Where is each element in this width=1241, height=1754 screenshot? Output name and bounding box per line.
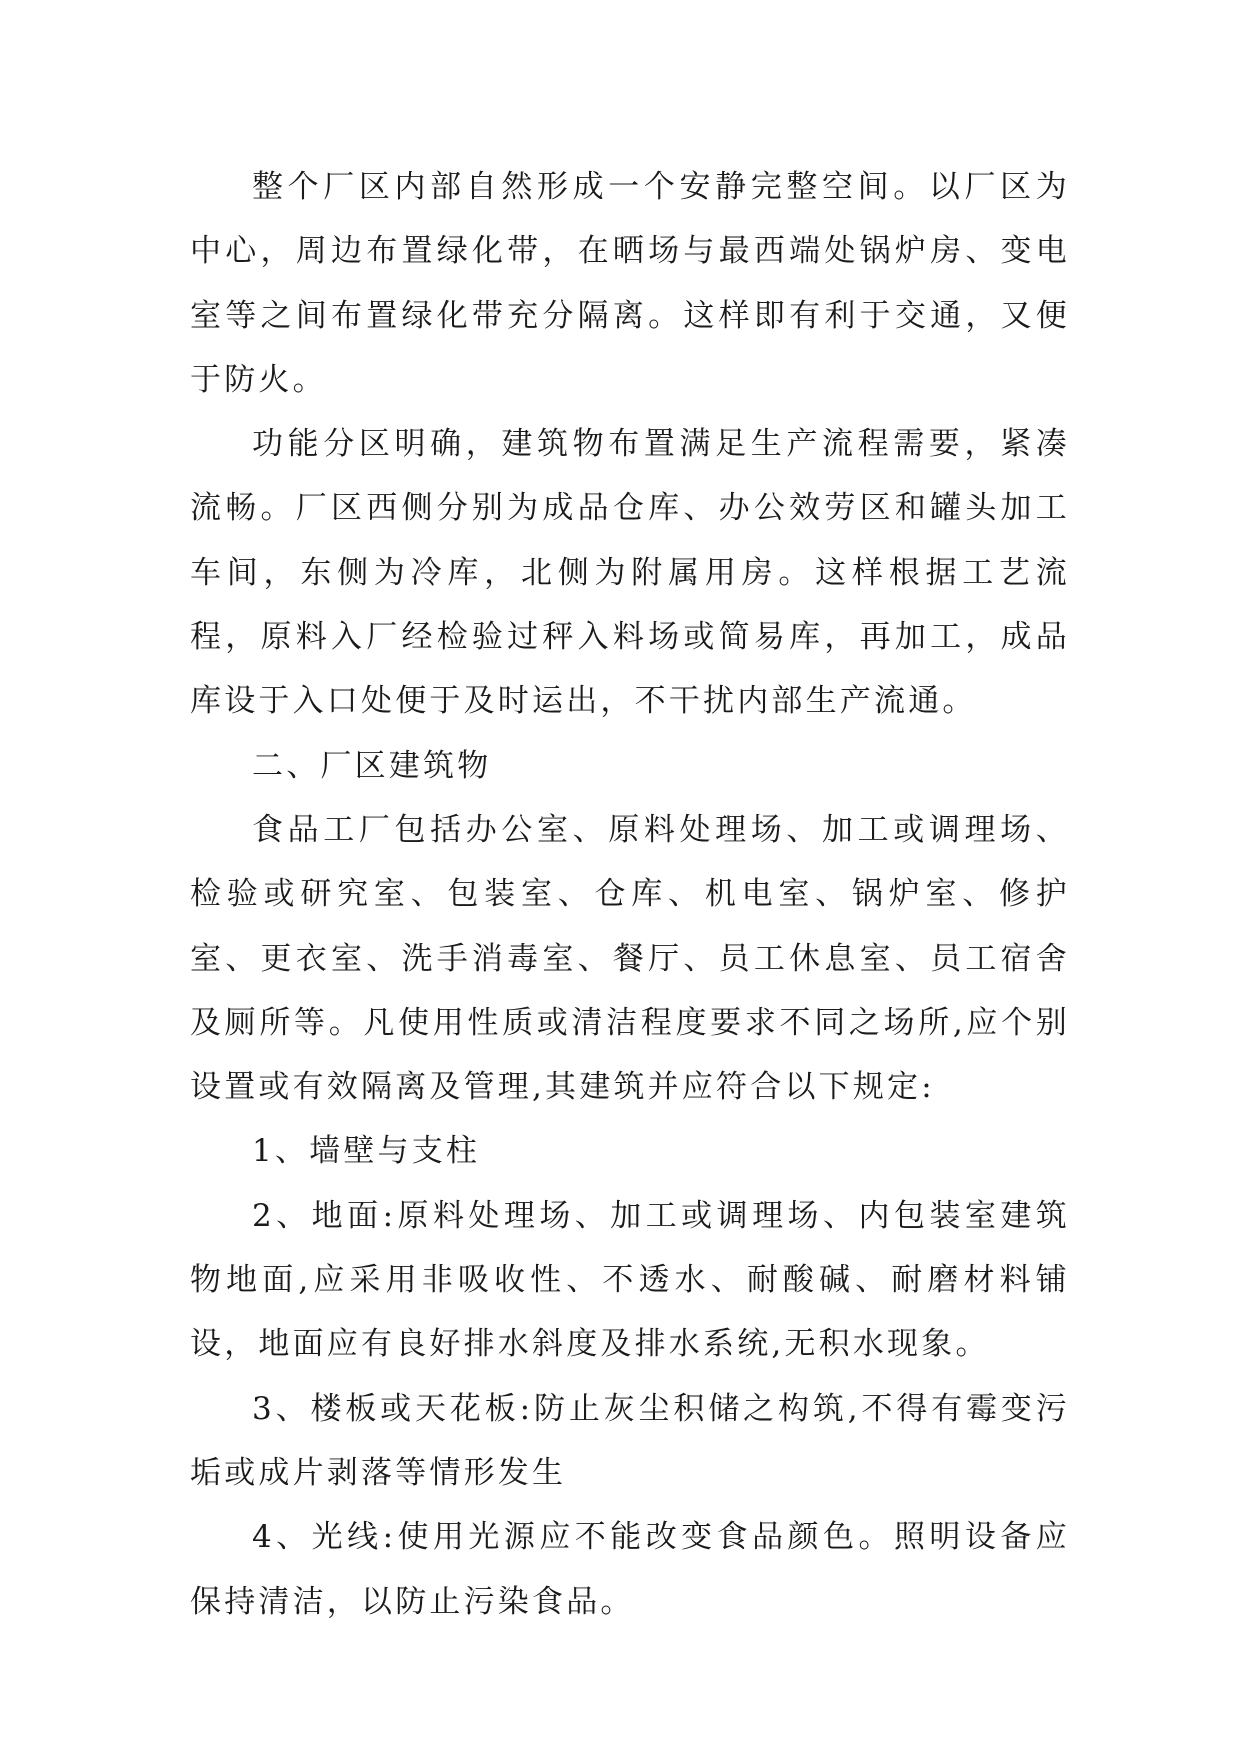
paragraph-facility-list: 食品工厂包括办公室、原料处理场、加工或调理场、检验或研究室、包装室、仓库、机电室、锅炉室、修护室、更衣室、洗手消毒室、餐厅、员工休息室、员工宿舍及厕所等。凡使用性质或清洁程度要求不同之场所,应个别设置或有效隔离及管理,其建筑并应符合以下规定:: [190, 811, 1070, 1106]
item-ceiling: 3、楼板或天花板:防止灰尘积储之构筑,不得有霉变污垢或成片剥落等情形发生: [190, 1390, 1070, 1491]
paragraph-site-layout: 整个厂区内部自然形成一个安静完整空间。以厂区为中心，周边布置绿化带，在晒场与最西端处锅炉房、变电室等之间布置绿化带充分隔离。这样即有利于交通，又便于防火。: [190, 169, 1070, 398]
document-body: [190, 155, 1070, 1634]
paragraph-functional-zoning: 功能分区明确，建筑物布置满足生产流程需要，紧凑流畅。厂区西侧分别为成品仓库、办公效劳区和罐头加工车间，东侧为冷库，北侧为附属用房。这样根据工艺流程，原料入厂经检验过秤入料场或简易库，再加工，成品库设于入口处便于及时运出，不干扰内部生产流通。: [190, 426, 1070, 720]
item-lighting: 4、光线:使用光源应不能改变食品颜色。照明设备应保持清洁，以防止污染食品。: [190, 1519, 1070, 1620]
item-floor: 2、地面:原料处理场、加工或调理场、内包装室建筑物地面,应采用非吸收性、不透水、耐酸碱、耐磨材料铺设，地面应有良好排水斜度及排水系统,无积水现象。: [190, 1197, 1070, 1363]
section-heading-buildings: 二、厂区建筑物: [252, 747, 492, 784]
item-walls-pillars: 1、墙壁与支柱: [252, 1133, 481, 1170]
